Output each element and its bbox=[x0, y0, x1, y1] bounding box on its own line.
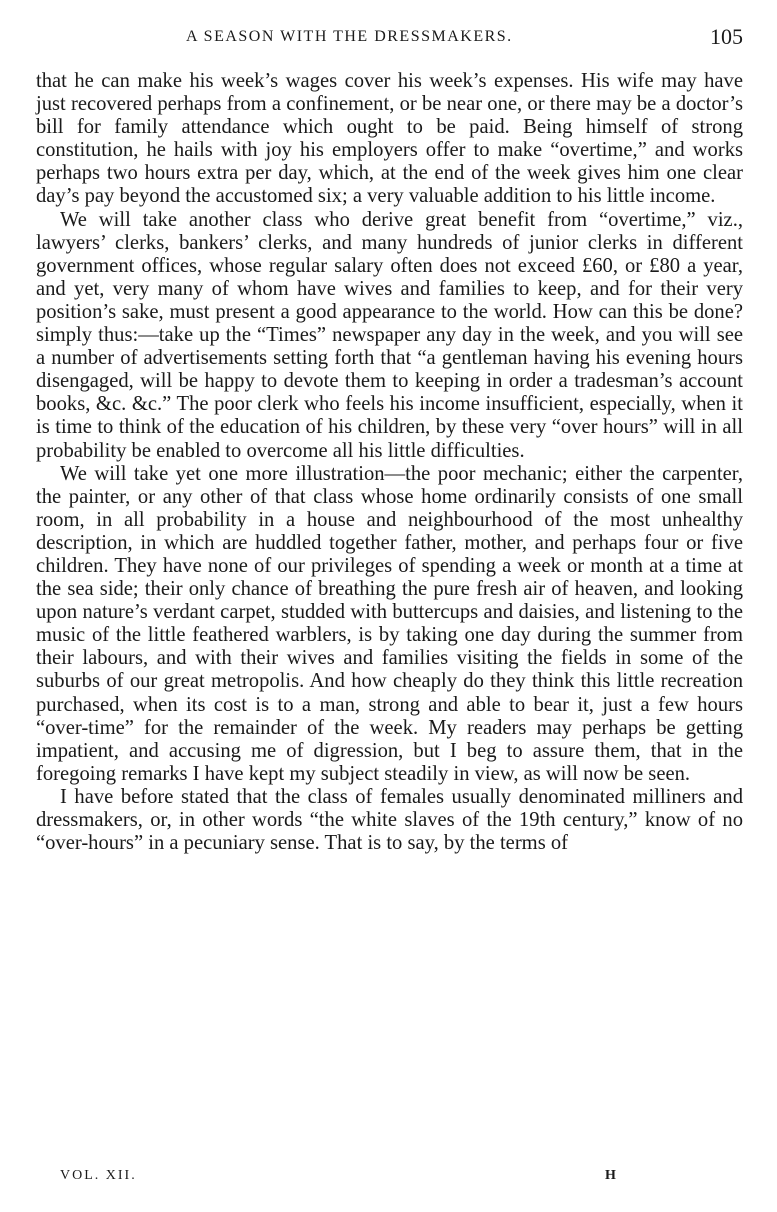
paragraph: We will take yet one more illustration—the poor mechanic; either the carpenter, the painter, or any other of that class whose home ordinarily consists of one small room, in all probability in a house and neighbourhood of the most unhealthy description, in which are huddled together father, mother, and perhaps four or five children. They have none of our privileges of spending a week or month at a time at the sea side; their only chance of breathing the pure fresh air of heaven, and looking upon nature’s verdant carpet, studded with buttercups and daisies, and listening to the music of the little feathered warblers, is by taking one day during the summer from their labours, and with their wives and families visiting the fields in some of the suburbs of our great metropolis. And how cheaply do they think this little recreation purchased, when its cost is to a man, strong and able to bear it, just a few hours “over-time” for the remainder of the week. My readers may perhaps be getting impatient, and accusing me of digression, but I beg to assure them, that in the foregoing remarks I have kept my subject steadily in view, as will now be seen. bbox=[36, 462, 743, 785]
volume-signature: VOL. XII. bbox=[60, 1168, 137, 1183]
sheet-mark: H bbox=[605, 1168, 616, 1183]
page-number: 105 bbox=[710, 24, 743, 49]
paragraph: I have before stated that the class of females usually denominated milliners and dressmakers, or, in other words “the white slaves of the 19th century,” know of no “over-hours” in a pecuniary sense. That is to say, by the terms of bbox=[36, 785, 743, 855]
page-footer bbox=[60, 1168, 743, 1192]
page-header bbox=[36, 18, 743, 52]
page-body bbox=[36, 70, 743, 855]
paragraph: We will take another class who derive great benefit from “overtime,” viz., lawyers’ clerks, bankers’ clerks, and many hundreds of junior clerks in different government offices, whose regular salary often does not exceed £60, or £80 a year, and yet, very many of whom have wives and families to keep, and for their very position’s sake, must present a good appearance to the world. How can this be done? simply thus:—take up the “Times” newspaper any day in the week, and you will see a number of advertisements setting forth that “a gentleman having his evening hours disengaged, will be happy to devote them to keeping in order a tradesman’s account books, &c. &c.” The poor clerk who feels his income insufficient, especially, when it is time to think of the education of his children, by these very “over hours” will in all probability be enabled to overcome all his little difficulties. bbox=[36, 208, 743, 462]
running-title: A SEASON WITH THE DRESSMAKERS. bbox=[186, 28, 513, 45]
paragraph: that he can make his week’s wages cover his week’s expenses. His wife may have just recovered perhaps from a confinement, or be near one, or there may be a doctor’s bill for family attendance which ought to be paid. Being himself of strong constitution, he hails with joy his employers offer to make “overtime,” and works perhaps two hours extra per day, which, at the end of the week gives him one clear day’s pay beyond the accustomed six; a very valuable addition to his little income. bbox=[36, 70, 743, 208]
